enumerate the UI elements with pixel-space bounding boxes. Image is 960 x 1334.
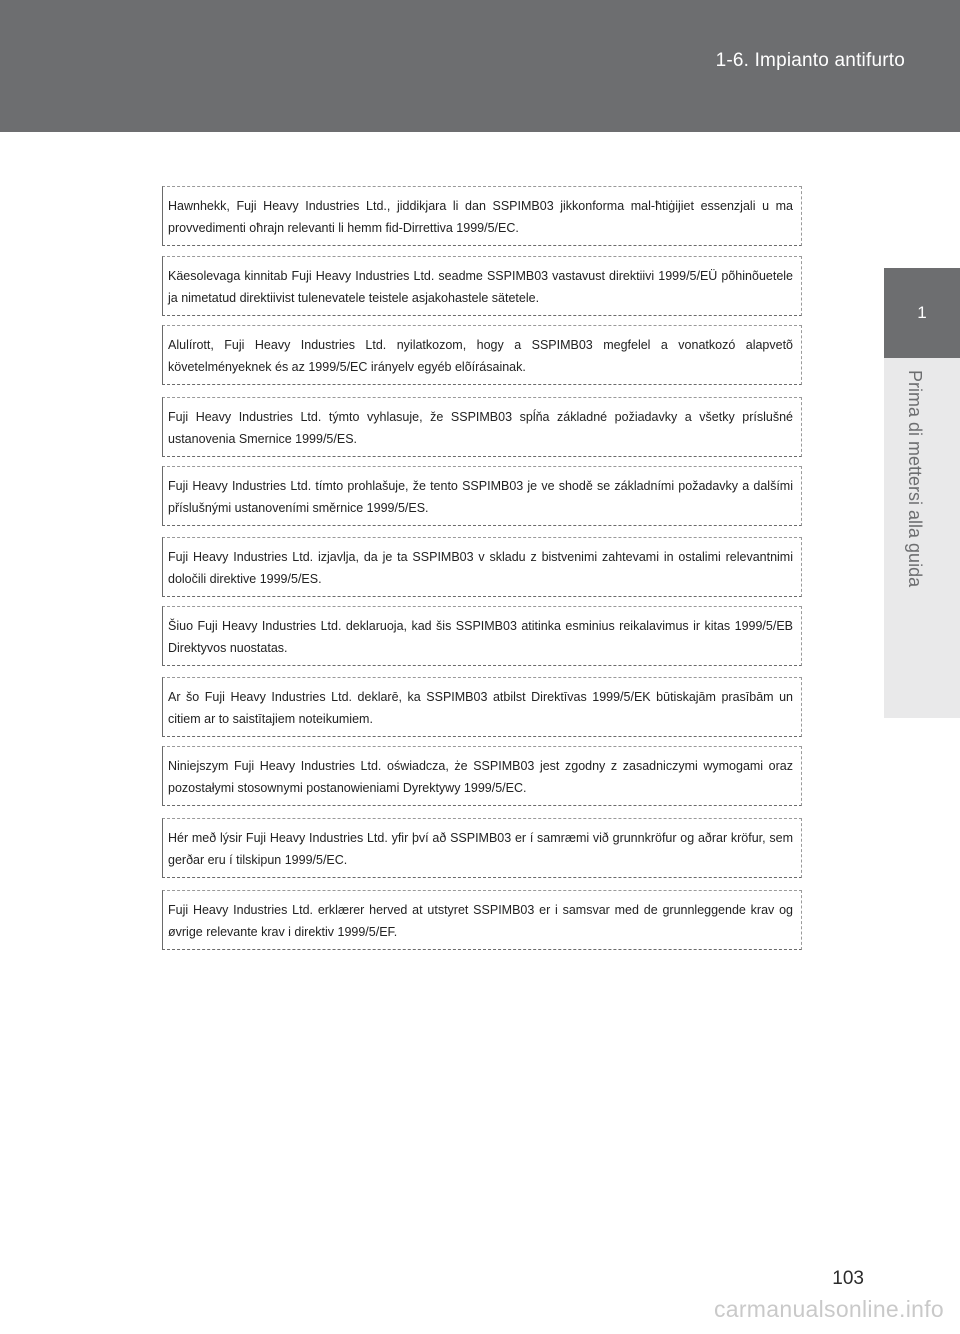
declaration-icelandic: Hér með lýsir Fuji Heavy Industries Ltd. yfir því að SSPIMB03 er í samræmi við grunnkröfur og aðrar kröfur, sem gerðar eru í tilskipun 1999/5/EC. [162,818,802,878]
declaration-lithuanian: Šiuo Fuji Heavy Industries Ltd. deklaruoja, kad šis SSPIMB03 atitinka esminius reikalavimus ir kitas 1999/5/EB Direktyvos nuostatas. [162,606,802,666]
declaration-polish: Niniejszym Fuji Heavy Industries Ltd. oświadcza, że SSPIMB03 jest zgodny z zasadniczymi wymogami oraz pozostałymi stosownymi postanowieniami Dyrektywy 1999/5/EC. [162,746,802,806]
declaration-czech: Fuji Heavy Industries Ltd. tímto prohlašuje, že tento SSPIMB03 je ve shodě se základními požadavky a dalšími příslušnými ustanoveními směrnice 1999/5/ES. [162,466,802,526]
section-title: 1-6. Impianto antifurto [715,50,905,71]
declaration-hungarian: Alulírott, Fuji Heavy Industries Ltd. nyilatkozom, hogy a SSPIMB03 megfelel a vonatkozó alapvetõ követelményeknek és az 1999/5/EC irányelv egyéb elõírásainak. [162,325,802,385]
declaration-latvian: Ar šo Fuji Heavy Industries Ltd. deklarē, ka SSPIMB03 atbilst Direktīvas 1999/5/EK būtiskajām prasībām un citiem ar to saistītajiem noteikumiem. [162,677,802,737]
chapter-title: Prima di mettersi alla guida [905,370,925,588]
declaration-norwegian: Fuji Heavy Industries Ltd. erklærer herved at utstyret SSPIMB03 er i samsvar med de grunnleggende krav og øvrige relevante krav i direktiv 1999/5/EF. [162,890,802,950]
declaration-slovenian: Fuji Heavy Industries Ltd. izjavlja, da je ta SSPIMB03 v skladu z bistvenimi zahtevami in ostalimi relevantnimi določili direktive 1999/5/ES. [162,537,802,597]
declaration-estonian: Käesolevaga kinnitab Fuji Heavy Industries Ltd. seadme SSPIMB03 vastavust direktiivi 1999/5/EÜ põhinõuetele ja nimetatud direktiivist tulenevatele teistele asjakohastele sätetele. [162,256,802,316]
declaration-maltese: Hawnhekk, Fuji Heavy Industries Ltd., jiddikjara li dan SSPIMB03 jikkonforma mal-ħtiġijiet essenzjali u ma provvedimenti oħrajn relevanti li hemm fid-Dirrettiva 1999/5/EC. [162,186,802,246]
chapter-number-tab[interactable]: 1 [884,268,960,358]
declaration-slovak: Fuji Heavy Industries Ltd. týmto vyhlasuje, že SSPIMB03 spĺňa základné požiadavky a všetky príslušné ustanovenia Smernice 1999/5/ES. [162,397,802,457]
page-number: 103 [832,1268,864,1289]
watermark: carmanualsonline.info [713,1296,944,1322]
